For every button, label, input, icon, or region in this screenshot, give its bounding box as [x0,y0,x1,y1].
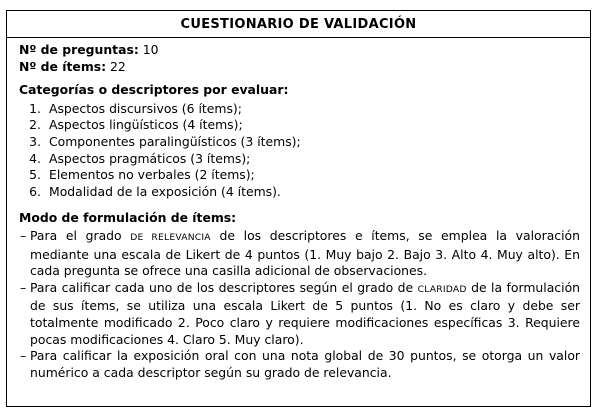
list-item-text: Aspectos pragmáticos (3 ítems); [49,150,251,166]
dash-bullet-icon: – [20,279,27,295]
validation-questionnaire [6,10,591,407]
formulation-text [30,280,582,348]
questions-count-line [19,42,582,59]
list-item-text: Aspectos discursivos (6 ítems); [49,100,242,116]
list-item-number: 2. [29,117,41,133]
list-item [19,151,582,168]
list-item-number: 4. [29,150,41,166]
list-item [19,280,582,348]
questionnaire-title: CUESTIONARIO DE VALIDACIÓN [7,11,590,38]
dash-bullet-icon: – [20,348,27,364]
formulation-text-start: Para el grado [30,227,131,243]
items-count-line [19,59,582,76]
formulation-text-end: de la formulación de sus ítems, se utiliza una escala Likert de 5 puntos (1. No es claro y debe ser totalmente modificado 2. Poco claro y requiere modificaciones específicas 3. Requiere pocas modificaciones 4. Claro 5. Muy claro). [30,279,581,347]
list-item-text: Elementos no verbales (2 ítems); [49,167,255,183]
list-item [19,184,582,201]
list-item [19,348,582,383]
categories-heading: Categorías o descriptores por evaluar: [19,82,289,98]
list-item [19,117,582,134]
list-item-text: Modalidad de la exposición (4 ítems). [49,183,281,199]
list-item [19,134,582,151]
list-item-number: 5. [29,167,41,183]
formulation-smallcaps: CLARIDAD [417,283,467,295]
formulation-text-start: Para calificar la exposición oral con una nota global de 30 puntos, se otorga un valor numérico a cada descriptor según su grado de relevancia. [30,348,580,380]
list-item [19,167,582,184]
formulation-text-end: de los descriptores e ítems, se emplea la valoración mediante una escala de Likert de 4 puntos (1. Muy bajo 2. Bajo 3. Alto 4. Muy alto). En cada pregunta se ofrece una casilla adicional de observaciones. [30,227,580,279]
questions-count-label: Nº de preguntas: [19,42,139,57]
formulation-text [30,228,582,280]
list-item [19,101,582,118]
list-item-number: 6. [29,183,41,199]
list-item-number: 3. [29,133,41,149]
list-item-number: 1. [29,100,41,116]
questions-count-value: 10 [142,42,159,57]
items-count-label: Nº de ítems: [19,58,107,74]
categories-list [19,101,582,201]
dash-bullet-icon: – [20,227,27,243]
list-item-text: Aspectos lingüísticos (4 ítems); [49,117,243,133]
questionnaire-body [7,38,590,383]
formulation-smallcaps: DE RELEVANCIA [130,231,211,243]
formulation-text-start: Para calificar cada uno de los descriptores según el grado de [30,279,418,295]
items-count-value: 22 [110,58,126,74]
formulation-text [30,348,582,383]
formulation-heading: Modo de formulación de ítems: [19,210,237,226]
formulation-list [19,228,582,383]
list-item-text: Componentes paralingüísticos (3 ítems); [49,133,301,149]
list-item [19,228,582,280]
